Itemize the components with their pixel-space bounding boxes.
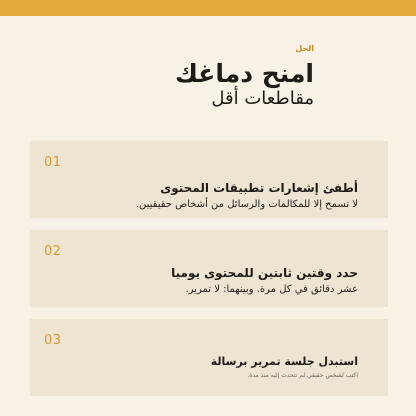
page-title: امنح دماغك [174,59,314,88]
tip-number: 01 [44,155,62,170]
tip-number: 02 [44,244,62,259]
tip-text [108,181,358,212]
tip-body: اكتب لشخص حقيقي لم تتحدث إليه منذ مدة. [247,372,358,379]
tip-text [173,354,358,380]
tip-body: لا تسمح إلا للمكالمات والرسائل من أشخاص حقيقيين. [135,199,358,210]
tip-title: أطفئ إشعارات تطبيقات المحتوى [160,181,358,195]
tip-body: عشر دقائق في كل مرة. وبينهما: لا تمرير. [185,284,358,295]
tip-card-2 [30,230,388,307]
top-accent-bar [0,0,416,16]
tip-title: استبدل جلسة تمرير برسالة [210,355,358,368]
header [94,44,314,110]
tip-card-3 [30,319,388,396]
tip-title: حدد وقتين ثابتين للمحتوى يوميا [171,266,358,280]
page-subtitle: مقاطعات أقل [211,88,314,109]
tip-card-1 [30,141,388,218]
tip-text [68,266,358,297]
eyebrow-label: الحل [295,44,314,53]
tip-number: 03 [44,333,62,348]
